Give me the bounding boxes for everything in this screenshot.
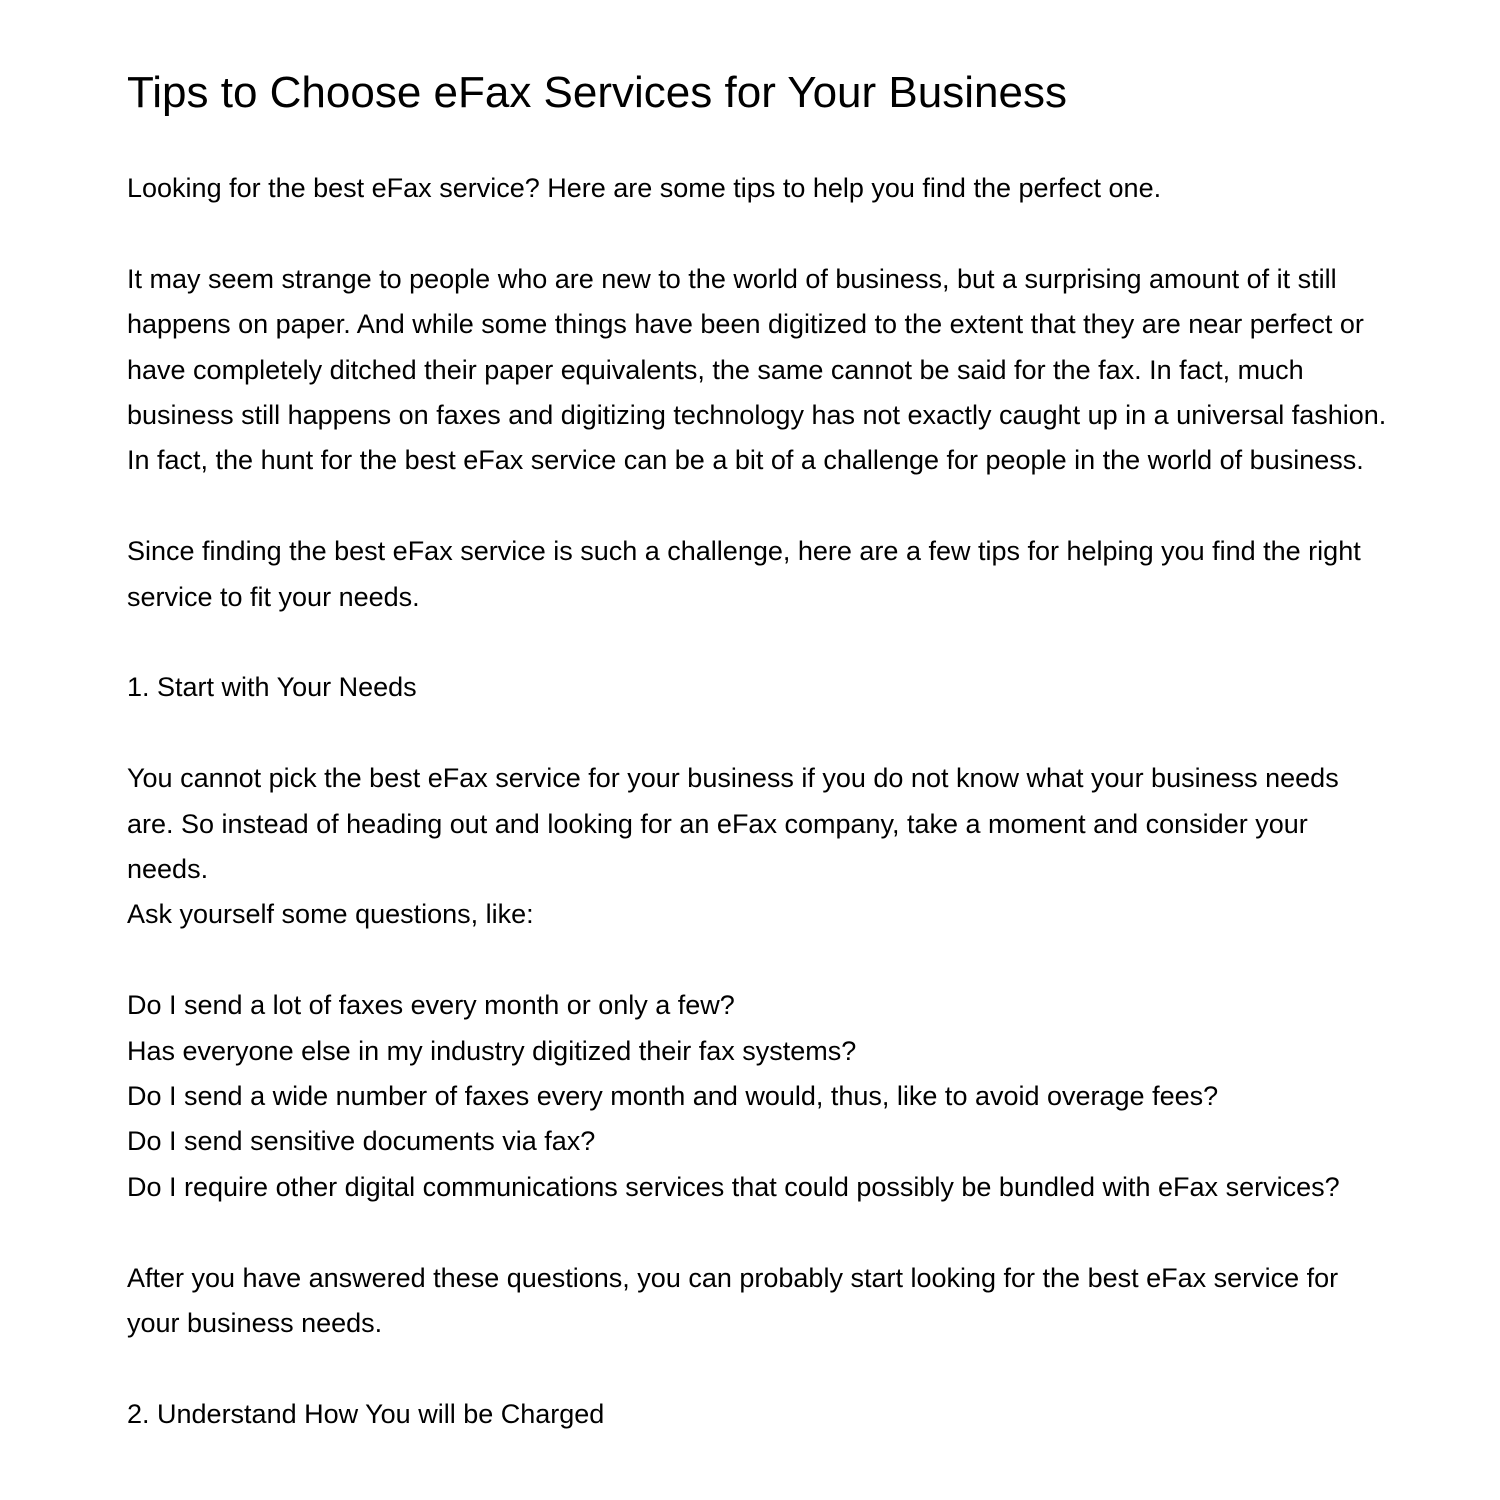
spacer (127, 938, 1387, 983)
paragraph: You cannot pick the best eFax service for your business if you do not know what your business needs are. So instead of heading out and looking for an eFax company, take a moment and consider your needs. (127, 763, 1339, 885)
spacer (127, 211, 1387, 256)
question-item: Do I send a lot of faxes every month or only a few? (127, 990, 735, 1021)
question-item: Do I require other digital communications services that could possibly be bundled with eFax services? (127, 1171, 1340, 1202)
spacer (127, 620, 1387, 665)
question-item: Do I send sensitive documents via fax? (127, 1126, 596, 1157)
question-item: Do I send a wide number of faxes every month and would, thus, like to avoid overage fees? (127, 1081, 1219, 1112)
paragraph: Since finding the best eFax service is such a challenge, here are a few tips for helping you find the right service to fit your needs. (127, 536, 1361, 612)
questions-intro: Ask yourself some questions, like: (127, 899, 534, 930)
spacer (127, 1346, 1387, 1391)
spacer (127, 1210, 1387, 1255)
spacer (127, 711, 1387, 756)
spacer (127, 484, 1387, 529)
question-item: Has everyone else in my industry digitized their fax systems? (127, 1035, 857, 1066)
paragraph: After you have answered these questions, you can probably start looking for the best eFax service for your business needs. (127, 1262, 1339, 1339)
document-body (127, 166, 1387, 1437)
section-heading: 2. Understand How You will be Charged (127, 1398, 605, 1429)
paragraph: It may seem strange to people who are new to the world of business, but a surprising amount of it still happens on paper. And while some things have been digitized to the extent that they are near perfect or have completely ditched their paper equivalents, the same cannot be said for the fax. In fact, much business still happens on faxes and digitizing technology has not exactly caught up in a universal fashion. In fact, the hunt for the best eFax service can be a bit of a challenge for people in the world of business. (127, 263, 1387, 476)
intro-paragraph: Looking for the best eFax service? Here are some tips to help you find the perfect one. (127, 173, 1162, 203)
question-list (127, 983, 1387, 1210)
page-title: Tips to Choose eFax Services for Your Business (127, 68, 1067, 117)
section-heading: 1. Start with Your Needs (127, 672, 417, 703)
